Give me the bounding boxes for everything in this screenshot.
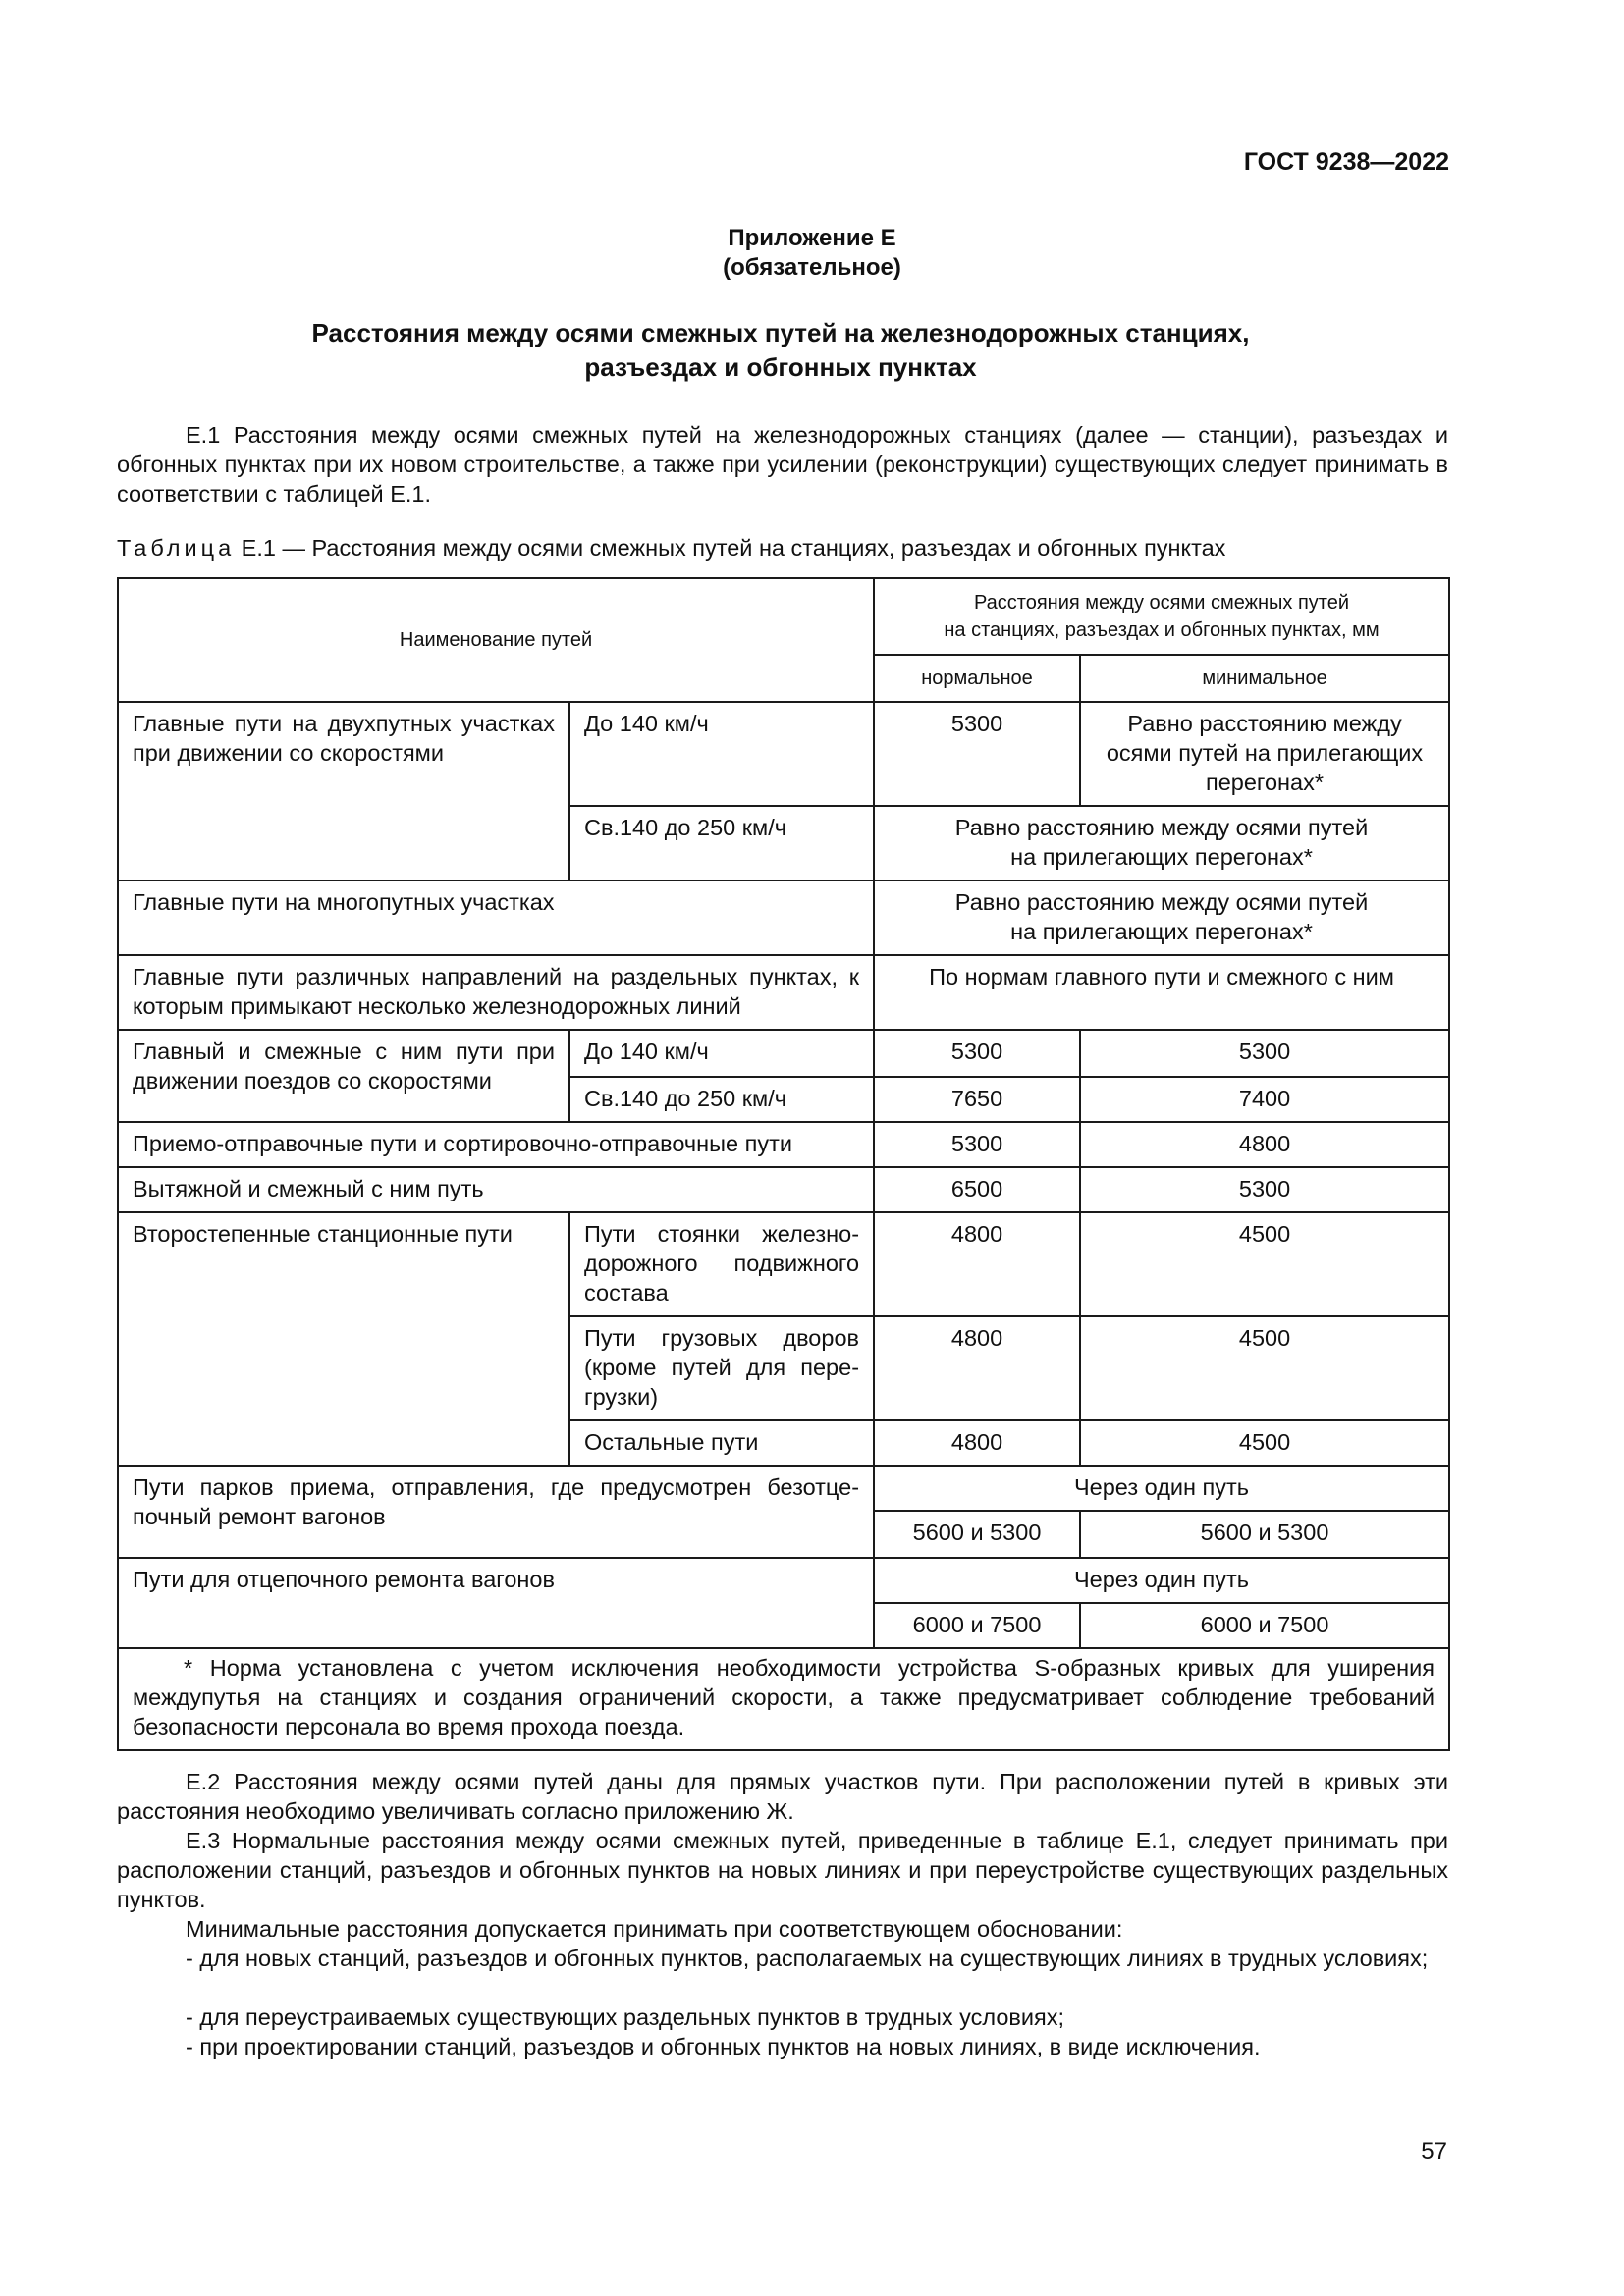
paragraph-e1: Е.1 Расстояния между осями смежных путей на железнодорожных станциях (далее — станции), разъездах и обгонных пунктах при их новом строительстве, а также при усилении (реконструкции) существующих следует принимать в соответствии с таблицей Е.1. bbox=[117, 422, 1448, 507]
cell-minimal: 4500 bbox=[1080, 1316, 1449, 1420]
table-row bbox=[118, 1122, 1449, 1167]
bullet-item-2: - для переустраиваемых существующих раздельных пунктов в трудных условиях; bbox=[186, 2004, 1065, 2030]
cell-merged-value bbox=[874, 881, 1449, 955]
cell-merged-value: Через один путь bbox=[874, 1558, 1449, 1603]
cell-normal: 5300 bbox=[874, 702, 1080, 806]
cell-merged-value bbox=[874, 806, 1449, 881]
cell-track-name: Главный и смежные с ним пути при движении поездов со скоростями bbox=[118, 1030, 569, 1122]
cell-track-name: Пути для отцепочного ремонта вагонов bbox=[118, 1558, 874, 1648]
cell-track-name: Второстепенные станционные пути bbox=[118, 1212, 569, 1466]
appendix-title: Приложение Е bbox=[728, 225, 896, 251]
table-row bbox=[118, 955, 1449, 1030]
header-distance-line2: на станциях, разъездах и обгонных пунктах, мм bbox=[944, 619, 1380, 641]
table-row bbox=[118, 702, 1449, 806]
cell-minimal: 5300 bbox=[1080, 1030, 1449, 1077]
cell-minimal: 4800 bbox=[1080, 1122, 1449, 1167]
footnote-text: * Норма установлена с учетом исключения необходимости устройства S-образных кривых для уширения междупутья на станциях и создания ограничений скорости, а также предусматривает соблюдение требований безопасности персонала во время прохода поезда. bbox=[133, 1655, 1435, 1739]
cell-merged-line1: Равно расстоянию между осями путей bbox=[954, 815, 1369, 840]
cell-speed: До 140 км/ч bbox=[569, 702, 874, 806]
cell-track-name: Главные пути различных направлений на раздельных пунктах, к которым примыкают несколько железнодорожных линий bbox=[118, 955, 874, 1030]
cell-normal: 6000 и 7500 bbox=[874, 1603, 1080, 1648]
paragraph-minimal: Минимальные расстояния допускается принимать при соответствующем обосновании: bbox=[186, 1916, 1123, 1942]
paragraph-e3: Е.3 Нормальные расстояния между осями смежных путей, приведенные в таблице Е.1, следует принимать при расположении станций, разъездов и обгонных пунктов на новых линиях и при переустройстве существующих раздельных пунктов. bbox=[117, 1828, 1448, 1912]
table-row bbox=[118, 1558, 1449, 1603]
cell-speed: До 140 км/ч bbox=[569, 1030, 874, 1077]
cell-normal: 4800 bbox=[874, 1316, 1080, 1420]
cell-subtype: Пути грузовых дворов (кроме путей для перегрузки) bbox=[569, 1316, 874, 1420]
cell-minimal: 5300 bbox=[1080, 1167, 1449, 1212]
table-row bbox=[118, 1167, 1449, 1212]
cell-minimal: Равно расстоянию между осями путей на прилегающих перегонах* bbox=[1080, 702, 1449, 806]
header-normal: нормальное bbox=[874, 655, 1080, 702]
bullet-item-3: - при проектировании станций, разъездов и обгонных пунктов на новых линиях, в виде исключения. bbox=[186, 2034, 1261, 2059]
table-row bbox=[118, 881, 1449, 955]
table-footnote bbox=[118, 1648, 1449, 1750]
cell-merged-value: Через один путь bbox=[874, 1466, 1449, 1511]
cell-track-name: Пути парков приема, отправления, где предусмотрен безотцепочный ремонт вагонов bbox=[118, 1466, 874, 1558]
cell-track-name: Главные пути на многопутных участках bbox=[118, 881, 874, 955]
cell-normal: 4800 bbox=[874, 1212, 1080, 1316]
table-note-row bbox=[118, 1648, 1449, 1750]
table-caption-text: Е.1 — Расстояния между осями смежных путей на станциях, разъездах и обгонных пунктах bbox=[235, 535, 1226, 561]
cell-minimal: 4500 bbox=[1080, 1420, 1449, 1466]
appendix-subtitle: (обязательное) bbox=[723, 254, 901, 281]
document-code: ГОСТ 9238—2022 bbox=[1243, 148, 1449, 176]
cell-track-name: Приемо-отправочные пути и сортировочно-отправочные пути bbox=[118, 1122, 874, 1167]
table-row bbox=[118, 1030, 1449, 1077]
cell-subtype: Остальные пути bbox=[569, 1420, 874, 1466]
header-distance-line1: Расстояния между осями смежных путей bbox=[973, 592, 1350, 614]
cell-merged-value: По нормам главного пути и смежного с ним bbox=[874, 955, 1449, 1030]
cell-track-name: Вытяжной и смежный с ним путь bbox=[118, 1167, 874, 1212]
cell-minimal: 4500 bbox=[1080, 1212, 1449, 1316]
header-minimal: минимальное bbox=[1080, 655, 1449, 702]
table-header-row bbox=[118, 578, 1449, 655]
table-row bbox=[118, 1466, 1449, 1511]
table-caption-prefix: Таблица bbox=[117, 535, 236, 561]
distances-table bbox=[117, 577, 1450, 1751]
header-track-name: Наименование путей bbox=[118, 578, 874, 702]
cell-minimal: 5600 и 5300 bbox=[1080, 1511, 1449, 1558]
cell-normal: 5300 bbox=[874, 1030, 1080, 1077]
cell-speed: Св.140 до 250 км/ч bbox=[569, 806, 874, 881]
section-title-line2: разъездах и обгонных пунктах bbox=[584, 352, 977, 382]
paragraph-e2: Е.2 Расстояния между осями путей даны для прямых участков пути. При расположении путей в кривых эти расстояния необходимо увеличивать согласно приложению Ж. bbox=[117, 1769, 1448, 1824]
cell-speed: Св.140 до 250 км/ч bbox=[569, 1077, 874, 1122]
cell-subtype: Пути стоянки железнодорожного подвижного состава bbox=[569, 1212, 874, 1316]
cell-normal: 6500 bbox=[874, 1167, 1080, 1212]
header-distance bbox=[874, 578, 1449, 655]
table-caption bbox=[117, 533, 1452, 562]
cell-merged-line2: на прилегающих перегонах* bbox=[1010, 919, 1313, 944]
cell-track-name: Главные пути на двухпутных участках при движении со скоростями bbox=[118, 702, 569, 881]
cell-normal: 5600 и 5300 bbox=[874, 1511, 1080, 1558]
cell-minimal: 7400 bbox=[1080, 1077, 1449, 1122]
table-row bbox=[118, 1212, 1449, 1316]
bullet-item-1: - для новых станций, разъездов и обгонных пунктов, располагаемых на существующих линиях в трудных условиях; bbox=[186, 1946, 1429, 1971]
page-number: 57 bbox=[1421, 2138, 1447, 2164]
cell-normal: 5300 bbox=[874, 1122, 1080, 1167]
cell-minimal: 6000 и 7500 bbox=[1080, 1603, 1449, 1648]
cell-normal: 7650 bbox=[874, 1077, 1080, 1122]
cell-merged-line2: на прилегающих перегонах* bbox=[1010, 844, 1313, 870]
section-title-line1: Расстояния между осями смежных путей на железнодорожных станциях, bbox=[311, 318, 1250, 347]
cell-merged-line1: Равно расстоянию между осями путей bbox=[954, 889, 1369, 915]
cell-normal: 4800 bbox=[874, 1420, 1080, 1466]
